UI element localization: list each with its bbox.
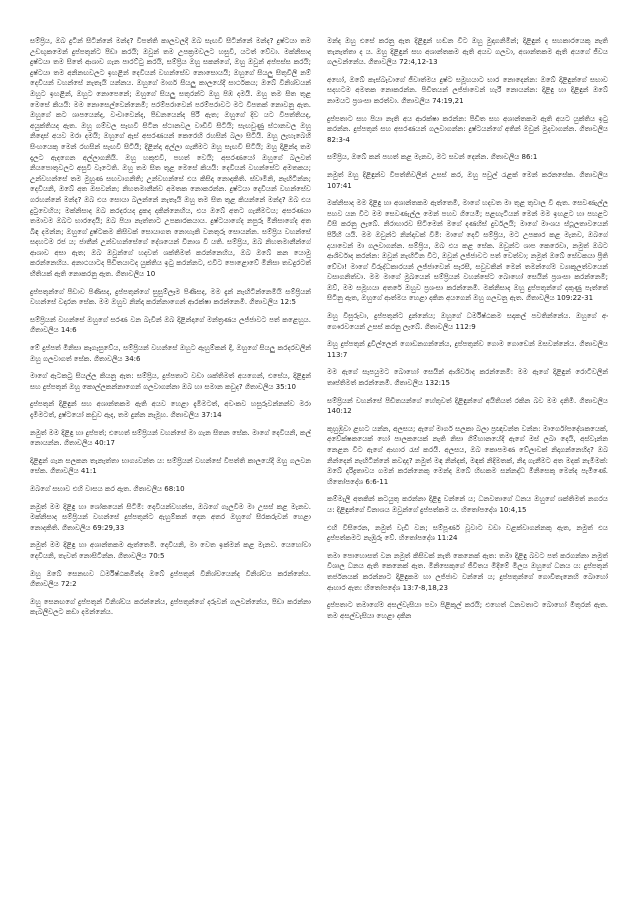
scripture-paragraph: ඔබගේ සභාව එහි වාසය කර ඇත. ගීතාවලිය 68:10 <box>30 483 185 493</box>
right-column <box>327 36 608 882</box>
scripture-paragraph: දිළිඳුන් ගැන සලකන තැනැත්තා භාග්‍යවන්ත ය: සම්ප්‍රියන් වහන්සේ විපත්ති කාලයේදී ඔහු ගලවන සේක. ගීතාවලිය 41:1 <box>30 455 311 476</box>
scripture-paragraph: අහෝ, ඔබේ කැස්බෑවාගේ ජීවාත්මය දුෂ්ට සමූහයාට භාර නොදෙන්න: ඔබේ දිළිඳුන්ගේ සභාව සදහටම අමතක නොකරන්න. පීඩිතයන් ලජ්ජාවෙන් හැරී නොයන්න: දිළිඳු හා දිළිඳුන් ඔබේ නාමයට ප්‍රශංසා කරත්වා. ගීතාවලිය 74:19,21 <box>327 74 608 105</box>
scripture-paragraph: දුප්පතාට තමාගේම අසල්වැසියා පවා පිළිකුල් කරයි; එහෙත් ධනවතාට බොහෝ මිතුරන් ඇත. තම අසල්වැසියා හෙළා දකින <box>327 600 608 620</box>
scripture-paragraph: කුහුඹුවා ළඟට යන්න, අලසය; ඇගේ මාර්ග සලකා බලා ප්‍රඥාවන්ත වන්න: මාර්ගෝපදේශකයෙක්, අවේක්ෂකයෙක් හෝ පාලකයෙක් නැති නිසා ගිම්හානයේදී ඇගේ මස් ලබා දෙයි, අස්වැන්න නෙළන විට ඇගේ ආහාර රැස් කරයි. අලසය, ඔබ කොපමණ වේලාවක් නිදාගන්නෙහිද? ඔබ නින්දෙන් නැඟිටින්නේ කවදාද? නමුත් මඳ නින්දක්, මඳක් නිදිමතක්, නිදා ගැනීමට අත මදක් නැමීමක්: ඔබේ දරිද්‍රතාවය ගමන් කරන්නෙකු මෙන්ද ඔබේ හිඟකම සන්නද්ධ මිනිසෙකු මෙන්ද පැමිණේ. හිතෝපදේශ 6:6-11 <box>327 423 608 486</box>
scripture-paragraph: මේ දුප්පත් මිනිසා කෑගැසුවේය, සම්ප්‍රියන් වහන්සේ ඔහුට ඇහුම්කන් දී, ඔහුගේ සියලු කරදරවලින් ඔහු ගලවාගත් සේක. ගීතාවලිය 34:6 <box>30 343 311 363</box>
scripture-paragraph: සම්ප්‍රිය, ඔබ දුටින් සිටින්නේ මන්ද? විපත්ති කාලවලදී ඔබ සැඟවී සිටින්නේ මන්ද? දුෂ්ටයා තම උඩඟුකමෙන් දුප්පතුන්ට පීඩා කරයි; ඔවුන් තම උපක්‍රමවලට හසුවී, යටත් වේවා. මක්නිසාද දුෂ්ටයා තම සිතේ ආශාව ගැන පාරට්ටු කරයි, සම්ප්‍රිය ඔහු සකන්ගේ, ඔහු ඔවුන් අප්පස්ස කරයි; දුෂ්ටයා තම අනිනඟවලට ඉහළින් දෙවියන් වහන්සේව නොසොයයි; ඔහුගේ සියලු සිතුවිලි නම් දෙවියන් වහන්සේ නැතැයි යන්නය. ඔහුගේ මාර්ග සියලු කාලයේදී සාර්ථකය; ඔබේ විනිශ්චයන් ඔහුට ඉහළින්, ඔහුට නොපෙනේ; ඔහුගේ සියලු සතුරන්ට ඔහු පිඹ දමයි. ඔහු තම සිත තුළ මෙසේ කියයි: මම නොසෙල්වෙන්නෙමි; පරම්පරාවෙන් පරම්පරාවට මට විපතක් නොවනු ඇත. ඔහුගේ කට ශාපයෙන්ද, වංචාවෙන්ද, පීඩනයෙන්ද පිරී ඇත; ඔහුගේ දිව යට විපත්තියද, අයුක්තියද ඇත. ඔහු ගම්වල සැඟවී සිටින ස්ථානවල වාඩිවී සිටියි; සැඟවුණු ස්ථානවල ඔහු නිදොස් අයව මරා දමයි; ඔහුගේ ඇස් අසරණයන් කෙරෙහි රහසින් බලා සිටියි. ඔහු ලැහැබෙහි සිංහයෙකු මෙන් රහසින් සැඟවී සිටියි; දිළින්දා අල්ලා ගැනීමට ඔහු සැඟවී සිටියි; ඔහු දිළින්දා තම දැලට ඇදගෙන අල්ලාගනියි. ඔහු හකුළුවී, පහත් වෙයි; අසරණයෝ ඔහුගේ බලවත් නියපොතුවලට අසුවී වැටෙති. ඔහු තම සිත තුළ මෙසේ කියයි: දෙවියන් වහන්සේට අමතකය; උන්වහන්සේ තම මුහුණ සඟවාගනිති; උන්වහන්සේ එය කිසිදා නොදකිති. ස්වාමීනි, නැඟිටින්න; දෙවියනි, ඔබේ අත ඔසවන්න; නිහතමානීන්ව අමතක නොකරන්න. දුෂ්ටයා දෙවියන් වහන්සේව ගරහන්නේ මන්ද? ඔබ එය සොයා බලන්නේ නැතැයි ඔහු තම සිත තුළ කියන්නේ මන්ද? ඔබ එය දුටුවෙහිය; මක්නිසාද ඔබ කරදරයද දුකද දකින්නෙහිය, එය ඔබේ අතට ගැනීමටය; අසරණයා තමාවම ඔබට භාරදෙයි; ඔබ පියා නැත්තාට උපකාරකයාය. දුෂ්ටයාගේද නපුරු මිනිසාගේද අත බිඳ දමන්න; ඔහුගේ දුෂ්ටකම කිසිවක් සොයාගත නොහැකි වනතුරු සොයන්න. සම්ප්‍රිය වහන්සේ සදහටම රජ ය; ජාතීන් උන්වහන්සේගේ දේශයෙන් විනාශ වී යති. සම්ප්‍රිය, ඔබ නිහතමානීන්ගේ ආශාව අසා ඇත; ඔබ ඔවුන්ගේ හදවත් ශක්තිමත් කරන්නෙහිය, ඔබ ඔබේ කන යොමු කරන්නෙහිය. අනාථයාටද පීඩිතයාටද යුක්තිය ඉටු කරන්නට, එවිට පොළොවේ මිනිසා තවදුරටත් භීතියක් ඇති නොකරනු ඇත. ගීතාවලිය 10 <box>30 36 311 279</box>
scripture-paragraph: නමුත් මම දිළිඳු හා ශෝකයෙන් සිටිමි: දෙවියන්වහන්ස, ඔබගේ ගැලවීම මා උසස් කළ මැනව. මක්නිසාද සම්ප්‍රියන් වහන්සේ දුප්පතුන්ට ඇහුම්කන් දෙන අතර ඔහුගේ සිරකරුවන් හෙළා නොදකිති. ගීතාවලිය 69:29,33 <box>30 501 311 532</box>
scripture-paragraph: සම්ප්‍රිය, ඔබේ කන් පහත් කළ මැනව, මට සවන් දෙන්න. ගීතාවලිය 86:1 <box>327 152 538 162</box>
left-column <box>30 36 311 882</box>
scripture-paragraph: සම්ප්‍රියන් වහන්සේ පීඩිතයන්ගේ හේතුවත් දිළිඳුන්ගේ අයිතියත් රකින බව මම දනිමි. ගීතාවලිය 140:12 <box>327 395 608 416</box>
scripture-paragraph: දුප්පතාට සහ පියා නැති අය ආරක්ෂා කරන්න: පීඩිත සහ අශාන්තකම ඇති අයට යුක්තිය ඉටු කරන්න. දුප්පතුන් සහ අසරණයන් ගලවාගන්න: දුෂ්ටයන්ගේ අතින් ඔවුන් මුදවාගන්න. ගීතාවලිය 82:3-4 <box>327 113 608 144</box>
scripture-paragraph: තමා පොහොසත් වන නමුත් කිසිවක් නැති කෙනෙක් ඇත: තමා දිළිඳු බවට පත් කරගන්නා නමුත් විශාල ධනය ඇති කෙනෙක් ඇත. මිනිසෙකුගේ ජීවිතය මිදීමේ මිලය ඔහුගේ ධනය ය: දුප්පතුන් තර්ජනයක් කරන්නාට දිළිඳුකම හා ලජ්ජාව වන්නේ ය; දුප්පතුන්ගේ ගොවිතැනෙහි බොහෝ ආහාර ඇත: හිතෝපදේශ 13:7-8,18,23 <box>327 550 608 592</box>
scripture-paragraph: දුප්පතුන් දිළිඳුන් සහ අශාන්තකම ඇති අයව හෙළා දැමීමටත්, අවංකව හසුරුවන්නන්ව මරා දැමීමටත්, දුෂ්ටයෝ කඩුව ඇද, තම දුන්න නැමූහ. ගීතාවලිය 37:14 <box>30 399 311 419</box>
scripture-paragraph: මම ඇගේ සැපයුමට බොහෝ සෙයින් ආශිර්වාද කරන්නෙමි: මම ඇගේ දිළිඳුන් රොටිවලින් තෘප්තිමත් කරන්නෙමි. ගීතාවලිය 132:15 <box>327 367 608 388</box>
scripture-paragraph: සම්ප්‍රියන් වහන්සේ ඔහුගේ සරණ වන බැවින් ඔබ දිළින්දාගේ මන්ත්‍රණය ලජ්ජාවට පත් කළෙහුය. ගීතාවලිය 14:6 <box>30 314 311 335</box>
scripture-paragraph: ඔහු සෙනඟගේ දුප්පතුන් විනිශ්චය කරන්නේය, දුප්පතුන්ගේ දරුවන් ගලවන්නේය, පීඩා කරන්නා කැබලිවලට කඩා දමන්නේය. <box>30 596 311 617</box>
scripture-paragraph: ඔහු විසුරුවා, දුප්පතුන්ට දුන්නේය; ඔහුගේ ධර්මිෂ්ඨකම සදාකල් පවතින්නේය. ඔහුගේ අං ගෞරවයෙන් උසස් කරනු ලැබේ. ගීතාවලිය 112:9 <box>327 311 608 331</box>
scripture-paragraph: කම්මැලි අතකින් කටයුතු කරන්නා දිළිඳු වන්නේ ය; ධනවතාගේ ධනය ඔහුගේ ශක්තිමත් නගරය ය: දිළිඳුන්ගේ විනාශය ඔවුන්ගේ දුප්පත්කම ය. හිතෝපදේශ 10:4,15 <box>327 494 608 514</box>
scripture-paragraph: මාගේ ඇටකටු සියල්ල කියනු ඇත: සම්ප්‍රිය, දුප්පතාට වඩා ශක්තිමත් අයගෙන්, එසේය, දිළිඳුන් සහ දුප්පතුන් ඔහු කොල්ලකන්නාගෙන් ගලවාගන්නා ඔබ හා සමාන කවුද? ගීතාවලිය 35:10 <box>30 371 311 391</box>
scripture-paragraph: දුප්පතුන්ගේ පීඩාව පිණිසද, දුප්පතුන්ගේ සුසුම්ලෑම පිණිසද, මම දැන් නැඟිටින්නෙමියි සම්ප්‍රියන් වහන්සේ වදාරන සේක. මම ඔහුව නින්දා කරන්නාගෙන් ආරක්ෂා කරන්නෙමි. ගීතාවලිය 12:5 <box>30 286 311 307</box>
scripture-paragraph: නමුත් මම දිළිඳු හා දුප්පත්; එහෙත් සම්ප්‍රියන් වහන්සේ මා ගැන සිතන සේක. මාගේ දෙවියනි, කල් නොයන්න. ගීතාවලිය 40:17 <box>30 427 311 448</box>
scripture-paragraph: මන්ද ඔහු එසේ කරනු ඇත දිළිඳුන් හඬන විට ඔහු මුදාගනිමින්; දිළිඳුන් ද සහකාරයෙකු නැති තැනැත්තා ද ය. ඔහු දිළිඳුන් සහ අශාන්තකම ඇති අයව ගලවා, අශාන්තකම ඇති අයගේ ජීවය ගලවන්නේය. ගීතාවලිය 72:4,12-13 <box>327 36 608 67</box>
scripture-paragraph: නමුත් මම දිළිඳු හා අශාන්තකම ඇත්තෙමි. දෙවියනි, මා වෙත ඉක්මන් කළ මැනව. යෙහෝවා දෙවියනි, තැවත් නොසිටින්න. ගීතාවලිය 70:5 <box>30 540 311 560</box>
scripture-paragraph: ඔහු දුප්පතුන් දූවිල්ලෙන් ගොඩනගන්නේය, දුප්පතුන්ව ගොම ගොඩෙන් ඔසවන්නේය. ගීතාවලිය 113:7 <box>327 339 608 359</box>
scripture-paragraph: මක්නිසාද මම දිළිඳු හා අශාන්තකම ඇත්තෙමි, මාගේ හදවත මා තුළ තුවාල වී ඇත. සෙවණැල්ල පහව යන විට මම සෙවණැල්ල මෙන් පහව ගියෙමි; පළඟැටියන් මෙන් මම ඉහළට හා පහළට විසි කරනු ලැබේ. නිරාහාරව සිටීමෙන් මගේ දණහිස් දුර්වලයි; මාගේ මාංශය ස්ථූලතාවයෙන් පිරිහී යයි. මම ඔවුන්ට නින්දාවක් වීමි: මාගේ දෙවි සම්ප්‍රිය, මට උපකාර කළ මැනව, ඔබගේ දයාවෙන් මා ගලවාගන්න. සම්ප්‍රිය, ඔබ එය කළ සේක. ඔවුන්ට ශාප කෙරෙවා, නමුත් ඔබට ආශිර්වාද කරන්න: ඔවුන් නැඟිටින විට, ඔවුන් ලජ්ජාවට පත් වෙත්වා; නමුත් ඔබේ සේවකයා ප්‍රීති වේවා! මාගේ විරුද්ධකාරයන් ලජ්ජාවෙන් සැරසී, සවුවකින් මෙන් තමන්ගේම ව්‍යාකූලත්වයෙන් වසාගනිත්වා. මම මාගේ මුඛයෙන් සම්ප්‍රියන් වහන්සේට බොහෝ සෙයින් ප්‍රශංසා කරන්නෙමි; ඔව්, මම සමූහයා අතරේ ඔහුව ප්‍රශංසා කරන්නෙමි. මක්නිසාද ඔහු දුප්පතුන්ගේ දකුණු පැත්තේ සිටිනු ඇත, ඔහුගේ ආත්මය හෙළා දකින අයගෙන් ඔහු ගලවනු ඇත. ගීතාවලිය 109:22-31 <box>327 198 608 303</box>
scripture-paragraph: ඔහු ඔබේ සෙනඟව ධර්මිෂ්ඨකමින්ද ඔබේ දුප්පතුන් විනිශ්චයෙන්ද විනිශ්චය කරන්නේය. ගීතාවලිය 72:2 <box>30 568 311 589</box>
scripture-paragraph: නමුත් ඔහු දිළිඳුන්ව විපත්තිවලින් උසස් කර, ඔහු පවුල් රැළක් මෙන් කරනසේක. ගීතාවලිය 107:41 <box>327 169 608 190</box>
scripture-paragraph: එහි විසිරෙන, නමුත් වැඩි වන; සම්පූර්ණ වූවාට වඩා වළක්වාගන්නකු ඇත, නමුත් එය දුප්පත්කමට නැඹුරු වේ. හිතෝපදේශ 11:24 <box>327 522 608 543</box>
